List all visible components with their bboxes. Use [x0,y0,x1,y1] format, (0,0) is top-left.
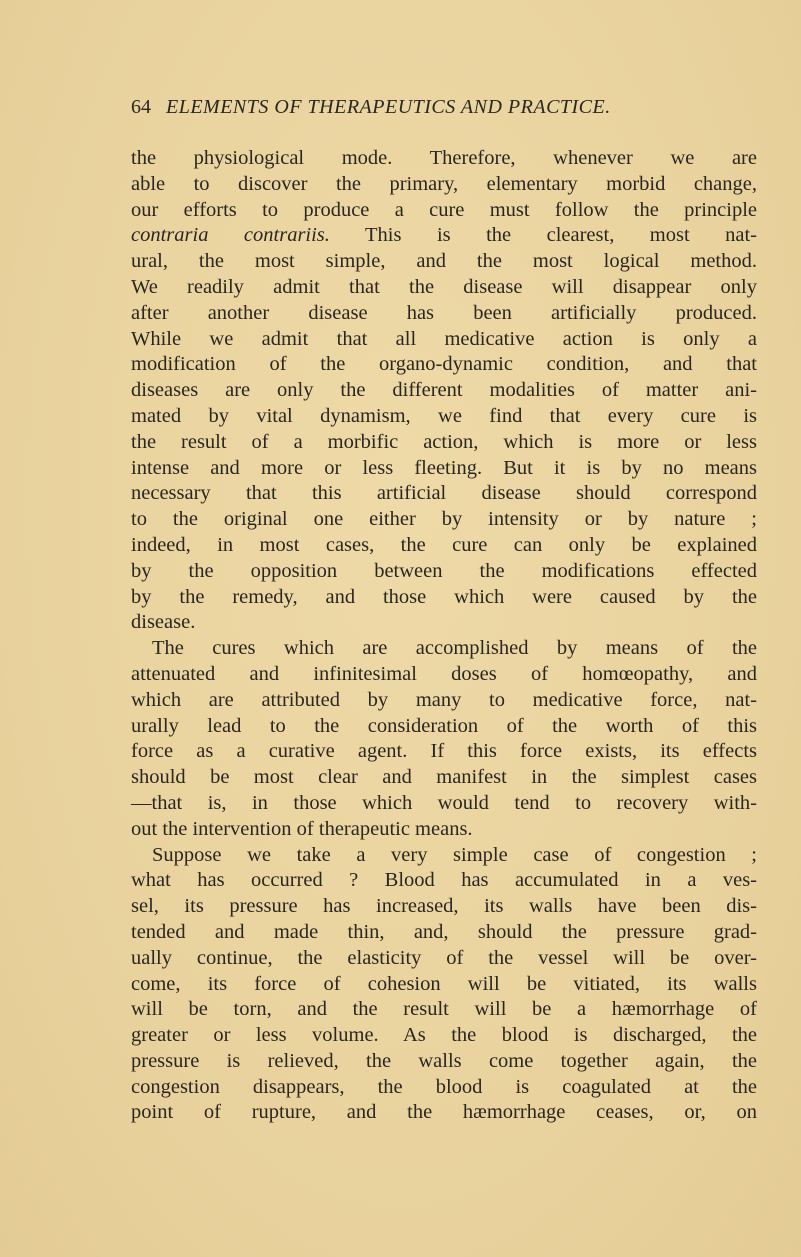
text-line: will be torn, and the result will be a hæmorrhage of [131,998,757,1021]
text-line: —that is, in those which would tend to recovery with- [131,791,757,814]
italic-phrase: contraria contrariis. [131,224,330,247]
text-line: indeed, in most cases, the cure can only be explained [131,533,757,556]
text-line: after another disease has been artificially produced. [131,301,757,324]
text-line: point of rupture, and the hæmorrhage ceases, or, on [131,1101,757,1124]
body-text [131,146,757,1126]
text-line: The cures which are accomplished by means of the [152,637,757,660]
text-line: diseases are only the different modalities of matter ani- [131,379,757,402]
text-line: tended and made thin, and, should the pressure grad- [131,920,757,943]
text-line: our efforts to produce a cure must follow the principle [131,198,757,221]
text-line: force as a curative agent. If this force exists, its effects [131,740,757,763]
text-line: ually continue, the elasticity of the vessel will be over- [131,946,757,969]
text-line: necessary that this artificial disease should correspond [131,482,757,505]
running-title: ELEMENTS OF THERAPEUTICS AND PRACTICE. [166,96,611,118]
text-line: which are attributed by many to medicative force, nat- [131,688,757,711]
text-line: the physiological mode. Therefore, whenever we are [131,147,757,169]
text-line: able to discover the primary, elementary morbid change, [131,172,757,195]
text-line: congestion disappears, the blood is coagulated at the [131,1075,757,1098]
page-number: 64 [131,96,151,118]
text-line: modification of the organo-dynamic condition, and that [131,353,757,376]
text-line: by the opposition between the modifications effected [131,559,757,582]
text-line: contraria contrariis. This is the clearest, most nat- [131,224,757,247]
text-line: ural, the most simple, and the most logical method. [131,250,757,273]
text-line: greater or less volume. As the blood is discharged, the [131,1024,757,1047]
text-line: mated by vital dynamism, we find that every cure is [131,404,757,427]
text-line: We readily admit that the disease will disappear only [131,275,757,298]
text-line: attenuated and infinitesimal doses of homœopathy, and [131,662,757,685]
text-line: pressure is relieved, the walls come together again, the [131,1049,757,1072]
text-line: the result of a morbific action, which is more or less [131,430,757,453]
text-line: should be most clear and manifest in the simplest cases [131,766,757,789]
text-line: out the intervention of therapeutic means. [131,817,473,840]
text-line: Suppose we take a very simple case of congestion ; [152,843,757,866]
text-line: disease. [131,611,196,634]
text-line: what has occurred ? Blood has accumulated in a ves- [131,869,757,892]
text-line: sel, its pressure has increased, its walls have been dis- [131,895,757,918]
running-header [131,96,757,119]
text-line: intense and more or less fleeting. But it is by no means [131,456,757,479]
text-line: by the remedy, and those which were caused by the [131,585,757,608]
text-line: to the original one either by intensity or by nature ; [131,508,757,531]
text-line: While we admit that all medicative action is only a [131,327,757,350]
text-line: come, its force of cohesion will be vitiated, its walls [131,972,757,995]
text-line: urally lead to the consideration of the worth of this [131,714,757,737]
